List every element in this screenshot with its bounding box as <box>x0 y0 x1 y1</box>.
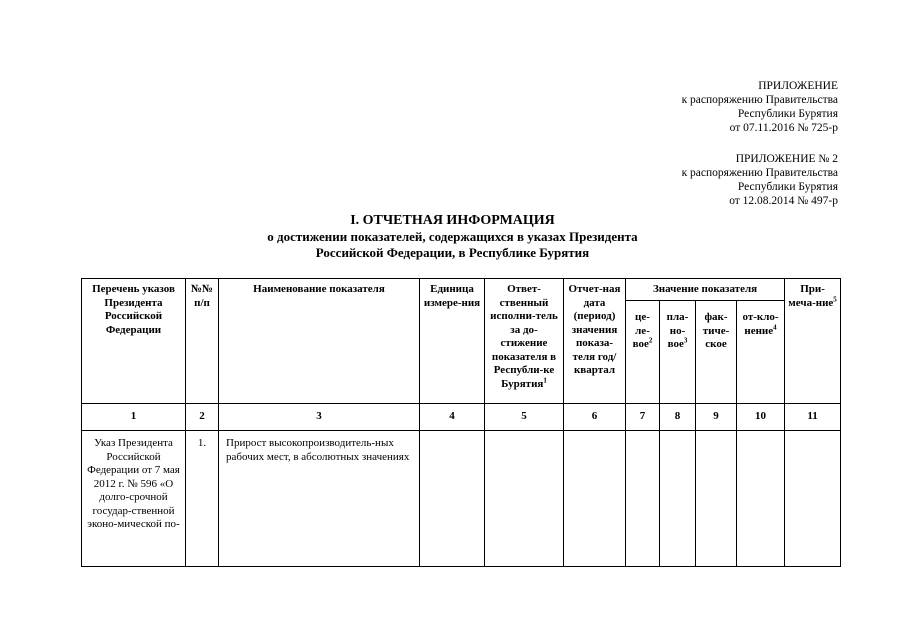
header-target-text: це-ле-вое <box>632 311 650 350</box>
header-decrees: Перечень указов Президента Российской Федерации <box>82 279 186 404</box>
cell-target <box>626 431 660 567</box>
cell-unit <box>420 431 485 567</box>
cell-notes <box>785 431 841 567</box>
header-report-date: Отчет-ная дата (период) значения показа-теля год/ квартал <box>564 279 626 404</box>
appendix-1-line-2: к распоряжению Правительства <box>681 94 838 106</box>
table-row <box>82 431 841 567</box>
appendix-1-line-1: ПРИЛОЖЕНИЕ <box>758 80 838 92</box>
appendix-block-2 <box>682 152 838 208</box>
column-number: 11 <box>785 404 841 431</box>
footnote-1: 1 <box>543 375 547 384</box>
column-number-row <box>82 404 841 431</box>
cell-actual <box>696 431 737 567</box>
header-deviation-text: от-кло-нение <box>742 311 779 337</box>
cell-number: 1. <box>186 431 219 567</box>
header-actual: фак-тиче-ское <box>696 301 737 404</box>
cell-indicator: Прирост высокопроизводитель-ных рабочих мест, в абсолютных значениях <box>219 431 420 567</box>
appendix-2-line-4: от 12.08.2014 № 497-р <box>729 195 838 207</box>
cell-planned <box>660 431 696 567</box>
header-unit: Единица измере-ния <box>420 279 485 404</box>
header-notes-text: При-меча-ние <box>788 283 834 309</box>
header-planned-text: пла-но-вое <box>666 311 689 350</box>
appendix-2-line-3: Республики Бурятия <box>737 181 838 193</box>
column-number: 5 <box>485 404 564 431</box>
footnote-3: 3 <box>683 336 688 345</box>
header-indicator: Наименование показателя <box>219 279 420 404</box>
appendix-2-line-1: ПРИЛОЖЕНИЕ № 2 <box>735 153 838 165</box>
column-number: 9 <box>696 404 737 431</box>
report-table <box>81 278 841 567</box>
cell-executor <box>485 431 564 567</box>
footnote-5: 5 <box>833 294 837 303</box>
column-number: 2 <box>186 404 219 431</box>
title-line-2: о достижении показателей, содержащихся в указах Президента <box>267 229 638 244</box>
column-number: 6 <box>564 404 626 431</box>
footnote-2: 2 <box>648 336 653 345</box>
column-number: 1 <box>82 404 186 431</box>
column-number: 7 <box>626 404 660 431</box>
appendix-block-1 <box>682 79 838 135</box>
document-title <box>0 212 905 261</box>
column-number: 10 <box>737 404 785 431</box>
appendix-1-line-3: Республики Бурятия <box>737 108 838 120</box>
column-number: 8 <box>660 404 696 431</box>
header-row <box>82 279 841 301</box>
cell-deviation <box>737 431 785 567</box>
header-executor-text: Ответ-ственный исполни-тель за до-стижение показателя в Республи-ке Бурятия <box>490 283 558 390</box>
title-line-3: Российской Федерации, в Республике Бурятия <box>315 245 590 260</box>
header-notes <box>785 279 841 404</box>
header-planned <box>660 301 696 404</box>
cell-report-date <box>564 431 626 567</box>
footnote-4: 4 <box>773 322 777 331</box>
header-executor <box>485 279 564 404</box>
column-number: 3 <box>219 404 420 431</box>
appendix-2-line-2: к распоряжению Правительства <box>681 167 838 179</box>
header-target <box>626 301 660 404</box>
appendix-1-line-4: от 07.11.2016 № 725-р <box>729 122 838 134</box>
column-number: 4 <box>420 404 485 431</box>
title-line-1: I. ОТЧЕТНАЯ ИНФОРМАЦИЯ <box>350 213 555 228</box>
header-value-group: Значение показателя <box>626 279 785 301</box>
header-number: №№ п/п <box>186 279 219 404</box>
header-deviation <box>737 301 785 404</box>
cell-decree: Указ Президента Российской Федерации от 7 мая 2012 г. № 596 «О долго-срочной государ-ственной эконо-мической по- <box>82 431 186 567</box>
